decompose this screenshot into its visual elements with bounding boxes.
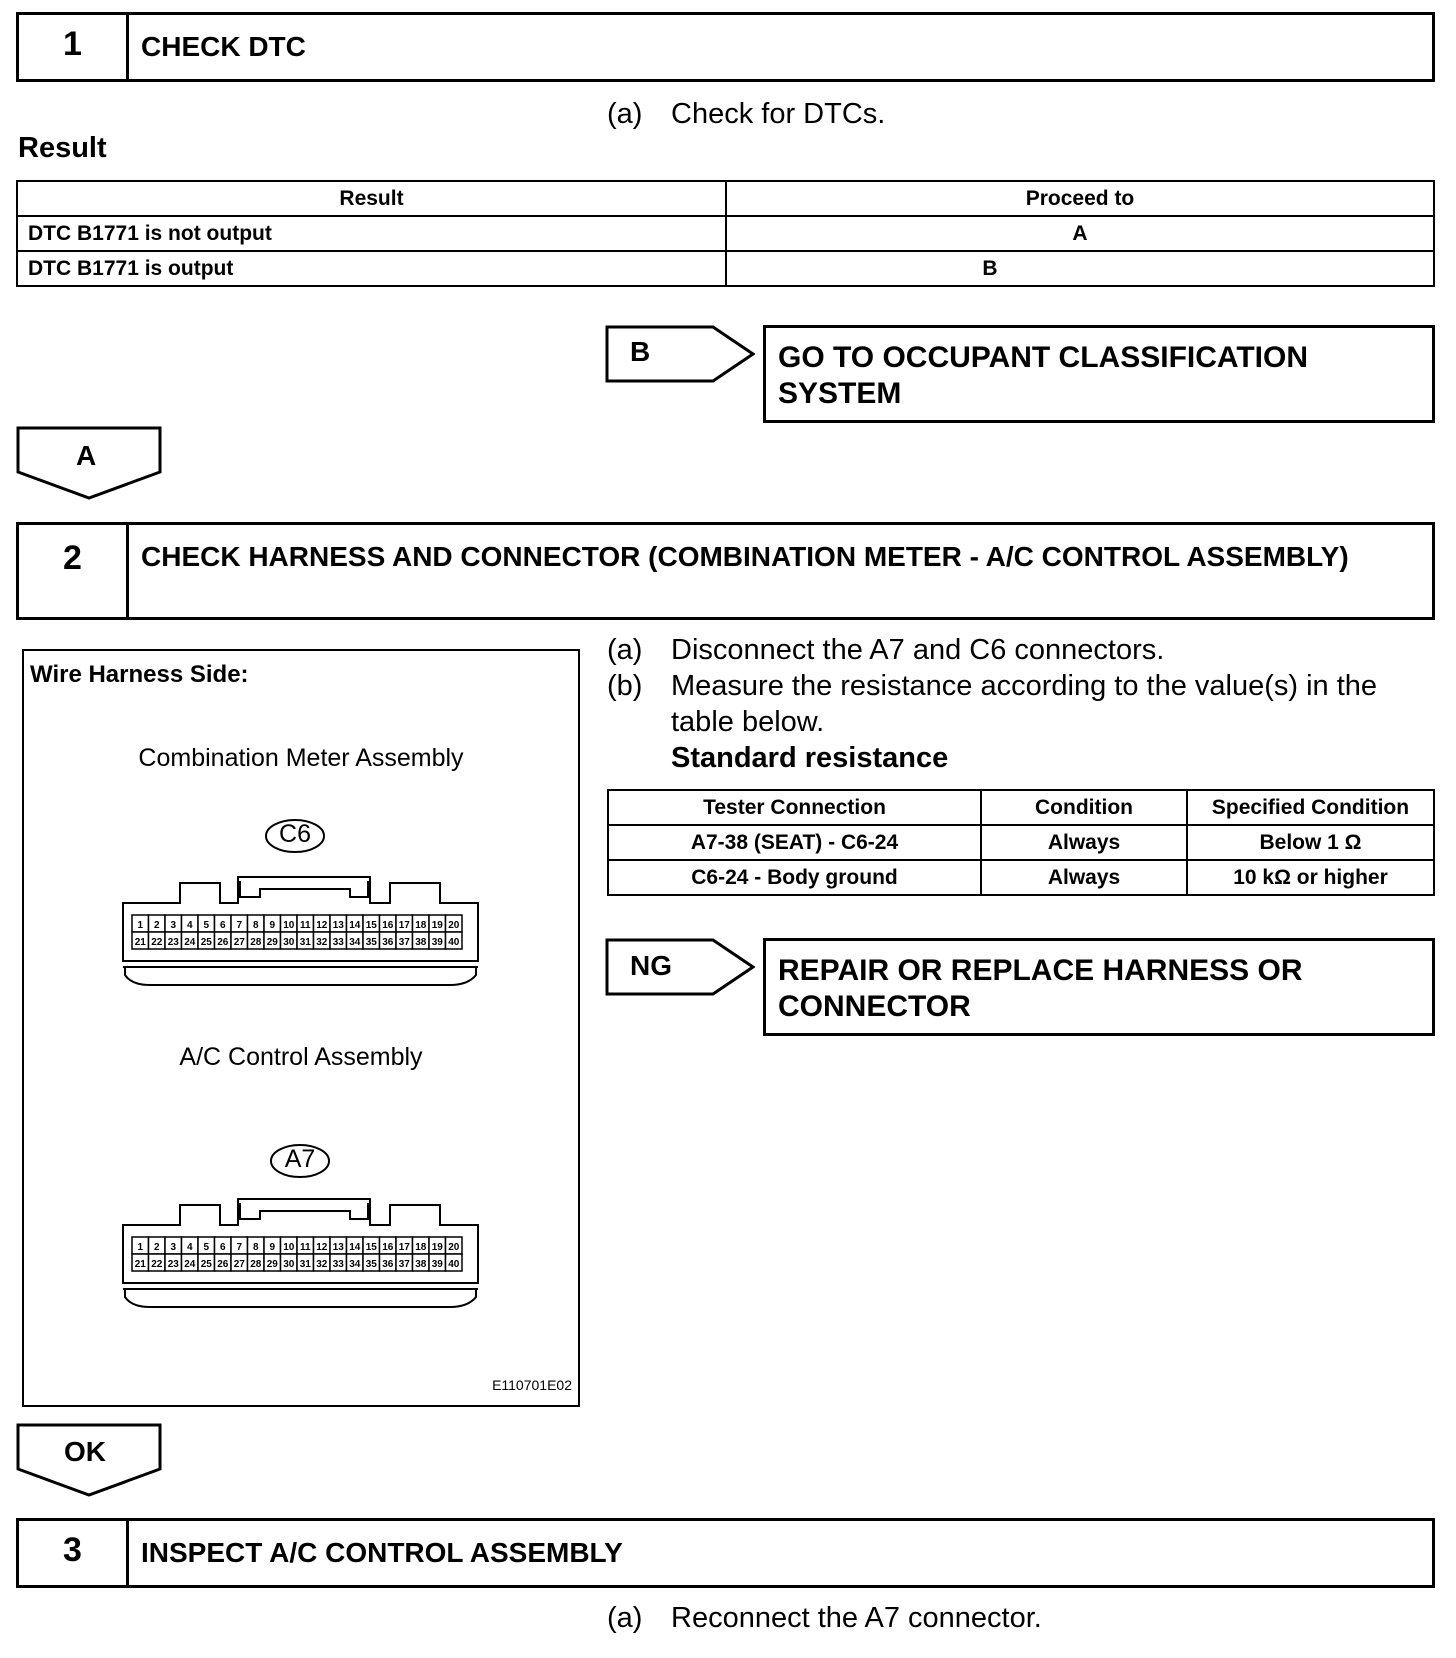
pin-number: 2	[153, 920, 160, 931]
connector-name: Combination Meter Assembly	[138, 744, 464, 772]
pin-number: 17	[398, 1242, 410, 1253]
step-title: CHECK DTC	[141, 31, 306, 62]
table-header-row	[608, 790, 1434, 825]
resistance-table	[607, 789, 1435, 896]
pin-number: 16	[382, 1242, 394, 1253]
table-cell: DTC B1771 is output	[17, 251, 726, 286]
pin-number: 32	[316, 1259, 328, 1270]
pin-number: 14	[349, 920, 361, 931]
pin-number: 12	[316, 1242, 328, 1253]
table-header: Specified Condition	[1187, 790, 1434, 825]
pin-number: 18	[415, 920, 427, 931]
branch-label: OK	[64, 1436, 106, 1467]
pin-number: 15	[365, 1242, 377, 1253]
pin-number: 3	[170, 1242, 177, 1253]
pin-number: 3	[170, 920, 177, 931]
result-heading: Result	[18, 132, 107, 164]
pin-number: 7	[236, 920, 243, 931]
table-cell: B	[726, 251, 1434, 286]
instruction: (b) Measure the resistance according to the value(s) in the table below.	[607, 670, 1378, 738]
table-cell: C6-24 - Body ground	[608, 860, 981, 895]
pin-number: 10	[283, 920, 295, 931]
pin-number: 4	[186, 1242, 193, 1253]
pin-number: 9	[269, 920, 276, 931]
goto-box: GO TO OCCUPANT CLASSIFICATION SYSTEM	[763, 325, 1435, 423]
step-number: 2	[19, 525, 129, 617]
table-header: Proceed to	[726, 181, 1434, 216]
connector-base	[125, 1289, 476, 1307]
pin-number: 16	[382, 920, 394, 931]
pin-number: 22	[151, 1259, 163, 1270]
pin-number: 13	[332, 920, 344, 931]
pin-number: 1	[137, 920, 144, 931]
standard-heading: Standard resistance	[671, 742, 949, 774]
pin-number: 23	[167, 937, 179, 948]
pin-number: 25	[200, 937, 212, 948]
pin-number: 38	[415, 1259, 427, 1270]
pin-number: 33	[332, 1259, 344, 1270]
table-cell: Always	[981, 825, 1187, 860]
table-cell: DTC B1771 is not output	[17, 216, 726, 251]
pin-number: 18	[415, 1242, 427, 1253]
instruction: (a) Check for DTCs.	[607, 98, 886, 130]
pin-number: 40	[448, 937, 460, 948]
connector-latch	[240, 1203, 368, 1219]
pin-number: 10	[283, 1242, 295, 1253]
table-cell: A7-38 (SEAT) - C6-24	[608, 825, 981, 860]
pin-number: 38	[415, 937, 427, 948]
pin-number: 20	[448, 920, 460, 931]
step-title: CHECK HARNESS AND CONNECTOR (COMBINATION METER - A/C CONTROL ASSEMBLY)	[141, 541, 1349, 572]
pin-number: 6	[219, 1242, 226, 1253]
pin-number: 40	[448, 1259, 460, 1270]
pin-number: 7	[236, 1242, 243, 1253]
step1-header	[16, 12, 1435, 82]
figure-code: E110701E02	[492, 1377, 572, 1393]
pin-number: 21	[134, 1259, 146, 1270]
pin-number: 20	[448, 1242, 460, 1253]
pin-number: 25	[200, 1259, 212, 1270]
pin-number: 31	[299, 1259, 311, 1270]
table-row	[17, 251, 1434, 286]
pin-number: 32	[316, 937, 328, 948]
table-header: Condition	[981, 790, 1187, 825]
table-row	[608, 860, 1434, 895]
table-header: Tester Connection	[608, 790, 981, 825]
pin-number: 33	[332, 937, 344, 948]
pin-number: 36	[382, 1259, 394, 1270]
pin-number: 22	[151, 937, 163, 948]
branch-label: NG	[630, 950, 672, 981]
step3-header	[16, 1518, 1435, 1588]
branch-label: A	[76, 440, 97, 471]
pin-number: 8	[252, 1242, 259, 1253]
connector-name: A/C Control Assembly	[179, 1043, 423, 1071]
result-table	[16, 180, 1435, 287]
step-title: INSPECT A/C CONTROL ASSEMBLY	[141, 1537, 623, 1568]
step-number: 3	[19, 1521, 129, 1585]
pin-number: 24	[184, 937, 196, 948]
connector-base	[125, 967, 476, 985]
pin-number: 12	[316, 920, 328, 931]
pin-number: 29	[266, 1259, 278, 1270]
pin-number: 27	[233, 1259, 245, 1270]
step2-header	[16, 522, 1435, 620]
pin-number: 34	[349, 1259, 361, 1270]
pin-number: 35	[365, 937, 377, 948]
pin-number: 24	[184, 1259, 196, 1270]
step-number: 1	[19, 15, 129, 79]
pin-number: 30	[283, 1259, 295, 1270]
figure-heading: Wire Harness Side:	[30, 661, 249, 688]
connector-id: C6	[279, 820, 311, 848]
pin-number: 36	[382, 937, 394, 948]
instruction: (a) Disconnect the A7 and C6 connectors.	[607, 634, 1165, 666]
pin-number: 21	[134, 937, 146, 948]
pin-number: 4	[186, 920, 193, 931]
pin-number: 39	[431, 1259, 443, 1270]
table-row	[608, 825, 1434, 860]
pin-number: 11	[299, 920, 311, 931]
pin-number: 5	[203, 920, 210, 931]
pin-number: 37	[398, 1259, 410, 1270]
pin-number: 26	[217, 937, 229, 948]
pin-number: 28	[250, 937, 262, 948]
pin-number: 11	[299, 1242, 311, 1253]
pin-number: 5	[203, 1242, 210, 1253]
pin-number: 30	[283, 937, 295, 948]
pin-number: 29	[266, 937, 278, 948]
pin-number: 31	[299, 937, 311, 948]
connector-c6-diagram	[120, 859, 482, 999]
branch-label: B	[630, 336, 651, 367]
pin-number: 26	[217, 1259, 229, 1270]
connector-a7-diagram	[120, 1181, 482, 1321]
table-cell: Always	[981, 860, 1187, 895]
pin-number: 17	[398, 920, 410, 931]
pin-number: 23	[167, 1259, 179, 1270]
wire-harness-figure	[22, 649, 580, 1407]
branch-arrow-ng	[605, 938, 755, 998]
pin-number: 14	[349, 1242, 361, 1253]
pin-number: 19	[431, 920, 443, 931]
pin-number: 8	[252, 920, 259, 931]
pin-number: 37	[398, 937, 410, 948]
pin-number: 13	[332, 1242, 344, 1253]
table-cell: Below 1 Ω	[1187, 825, 1434, 860]
pin-number: 28	[250, 1259, 262, 1270]
pin-number: 39	[431, 937, 443, 948]
table-header: Result	[17, 181, 726, 216]
pin-number: 9	[269, 1242, 276, 1253]
pin-number: 34	[349, 937, 361, 948]
pin-number: 2	[153, 1242, 160, 1253]
pin-number: 27	[233, 937, 245, 948]
table-header-row	[17, 181, 1434, 216]
branch-arrow-b	[605, 325, 755, 385]
pin-number: 1	[137, 1242, 144, 1253]
pin-number: 35	[365, 1259, 377, 1270]
pin-number: 6	[219, 920, 226, 931]
table-cell: 10 kΩ or higher	[1187, 860, 1434, 895]
pin-number: 19	[431, 1242, 443, 1253]
table-row	[17, 216, 1434, 251]
pin-number: 15	[365, 920, 377, 931]
instruction: (a) Reconnect the A7 connector.	[607, 1602, 1042, 1634]
connector-latch	[240, 881, 368, 897]
table-cell: A	[726, 216, 1434, 251]
connector-id: A7	[284, 1145, 316, 1173]
goto-box: REPAIR OR REPLACE HARNESS OR CONNECTOR	[763, 938, 1435, 1036]
